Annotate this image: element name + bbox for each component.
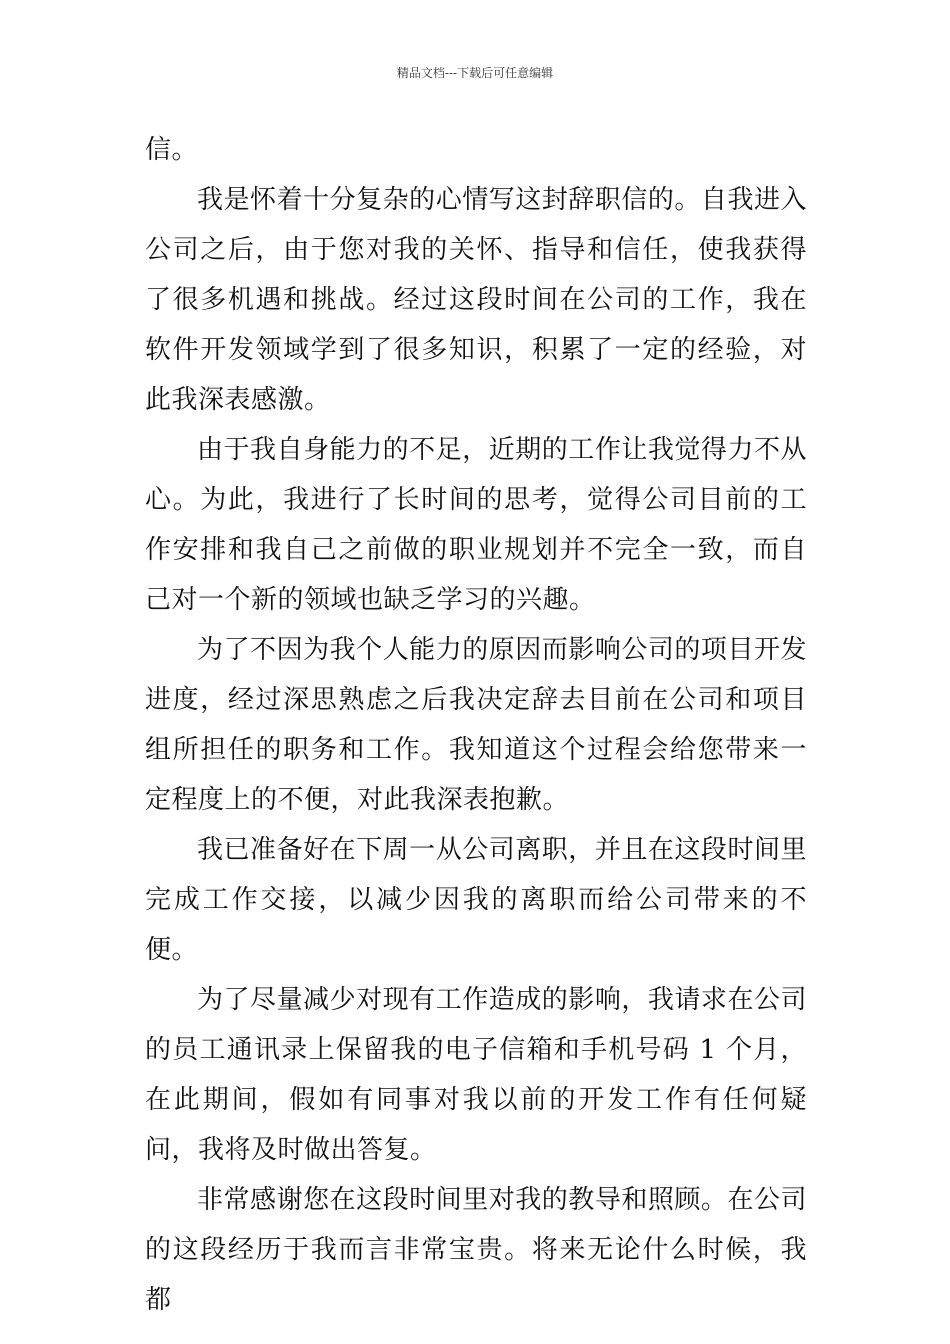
document-body xyxy=(145,125,807,1325)
page-header: 精品文档---下载后可任意编辑 xyxy=(396,66,554,80)
paragraph: 由于我自身能力的不足，近期的工作让我觉得力不从心。为此，我进行了长时间的思考，觉得公司目前的工作安排和我自己之前做的职业规划并不完全一致，而自己对一个新的领域也缺乏学习的兴趣。 xyxy=(145,435,807,615)
paragraph: 我已准备好在下周一从公司离职，并且在这段时间里完成工作交接，以减少因我的离职而给公司带来的不便。 xyxy=(145,835,807,965)
paragraph: 为了不因为我个人能力的原因而影响公司的项目开发进度，经过深思熟虑之后我决定辞去目前在公司和项目组所担任的职务和工作。我知道这个过程会给您带来一定程度上的不便，对此我深表抱歉。 xyxy=(145,635,807,815)
paragraph: 我是怀着十分复杂的心情写这封辞职信的。自我进入公司之后，由于您对我的关怀、指导和信任，使我获得了很多机遇和挑战。经过这段时间在公司的工作，我在软件开发领域学到了很多知识，积累了一定的经验，对此我深表感激。 xyxy=(145,185,807,415)
paragraph: 非常感谢您在这段时间里对我的教导和照顾。在公司的这段经历于我而言非常宝贵。将来无论什么时候，我都 xyxy=(145,1185,807,1315)
paragraph-continuation: 信。 xyxy=(145,135,199,165)
paragraph: 为了尽量减少对现有工作造成的影响，我请求在公司的员工通讯录上保留我的电子信箱和手机号码 1 个月，在此期间，假如有同事对我以前的开发工作有任何疑问，我将及时做出答复。 xyxy=(145,985,807,1165)
